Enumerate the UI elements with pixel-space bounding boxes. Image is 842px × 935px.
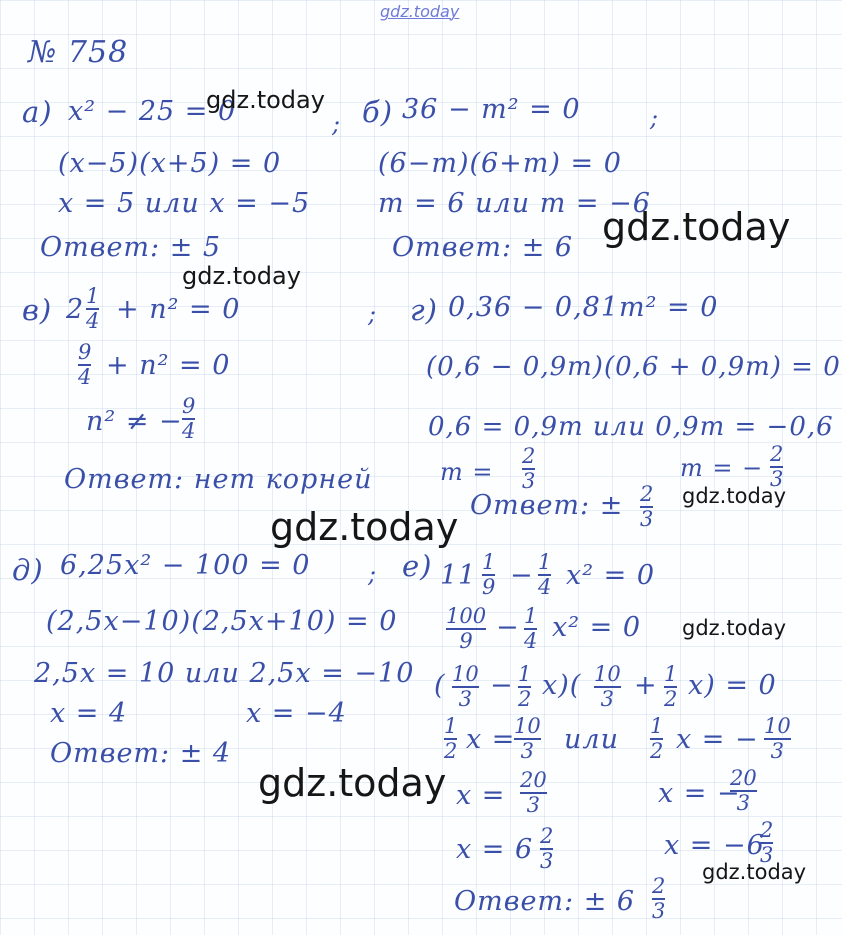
numerator: 9	[182, 394, 196, 418]
denominator: 4	[86, 309, 100, 333]
part-g-line2: 0,6 = 0,9m или 0,9m = −0,6	[428, 412, 834, 442]
denominator: 2	[444, 739, 458, 763]
part-e-line3-fraction3	[650, 716, 663, 762]
numerator: 2	[540, 824, 554, 848]
denominator: 3	[522, 469, 536, 493]
part-e-answer: Ответ: ± 6	[454, 886, 636, 917]
denominator: 3	[652, 899, 666, 923]
part-e-line2-fraction3	[594, 664, 621, 710]
part-v-label: в)	[22, 293, 53, 327]
watermark-4: gdz.today	[682, 484, 787, 508]
denominator: 3	[770, 739, 785, 763]
numerator: 1	[86, 284, 100, 308]
numerator: 1	[518, 662, 532, 686]
numerator: 1	[482, 550, 496, 574]
part-a-line2: x = 5 или x = −5	[58, 188, 311, 219]
part-v-line2: n² ≠ −	[86, 406, 183, 437]
numerator: 2	[652, 874, 666, 898]
denominator: 3	[770, 467, 784, 491]
numerator: 10	[514, 714, 541, 738]
part-e-line2-fraction2	[518, 664, 531, 710]
part-v-line1-rest: + n² = 0	[106, 350, 231, 381]
part-e-line1-rest: x² = 0	[552, 612, 642, 643]
watermark-top: gdz.today	[380, 2, 460, 21]
part-g-equation: 0,36 − 0,81m² = 0	[448, 292, 719, 323]
part-v-eq-rest: + n² = 0	[116, 294, 241, 325]
denominator: 4	[524, 629, 538, 653]
numerator: 1	[538, 550, 552, 574]
part-a-equation: x² − 25 = 0	[68, 96, 237, 127]
part-a-label: а)	[22, 95, 53, 129]
part-d-root1: x = 4	[50, 698, 128, 729]
part-e-eq-fraction2	[538, 552, 551, 598]
part-g-label: г)	[410, 293, 438, 327]
denominator: 2	[650, 739, 664, 763]
part-e-line3-fraction1	[444, 716, 457, 762]
part-b-equation: 36 − m² = 0	[402, 94, 581, 125]
watermark-7: gdz.today	[258, 761, 447, 805]
denominator: 2	[518, 687, 532, 711]
numerator: 20	[520, 768, 547, 792]
part-e-line2-open: (	[434, 670, 446, 701]
separator-vg: ;	[368, 300, 377, 328]
part-g-root2: m = −	[680, 454, 764, 482]
part-e-line2-minus: −	[490, 670, 514, 701]
part-g-root1: m =	[440, 458, 494, 486]
part-d-line1: (2,5x−10)(2,5x+10) = 0	[46, 606, 398, 637]
part-e-eq-minus: −	[510, 560, 534, 591]
denominator: 2	[664, 687, 678, 711]
part-e-line1-fraction2	[524, 606, 537, 652]
numerator: 2	[640, 482, 654, 506]
numerator: 10	[764, 714, 791, 738]
watermark-6: gdz.today	[682, 616, 787, 640]
part-e-line5-left2: x = −6	[664, 830, 765, 861]
watermark-3: gdz.today	[182, 262, 301, 290]
watermark-5: gdz.today	[270, 505, 459, 549]
numerator: 2	[770, 442, 784, 466]
denominator: 3	[540, 849, 554, 873]
watermark-8: gdz.today	[702, 860, 807, 884]
denominator: 3	[736, 791, 751, 815]
numerator: 2	[760, 818, 774, 842]
part-d-line2: 2,5x = 10 или 2,5x = −10	[34, 658, 415, 689]
part-v-eq-fraction	[86, 286, 99, 332]
denominator: 4	[78, 365, 92, 389]
part-e-line3-eq2: x = −	[676, 724, 759, 755]
part-v-whole: 2	[66, 294, 85, 325]
part-e-line4-fraction2	[730, 768, 757, 814]
part-e-line5-left1: x = 6	[456, 834, 534, 865]
denominator: 3	[640, 507, 654, 531]
part-v-line1-fraction	[78, 342, 91, 388]
part-e-line2-fraction1	[452, 664, 479, 710]
part-v-line2-fraction	[182, 396, 195, 442]
part-e-answer-fraction	[652, 876, 665, 922]
denominator: 4	[538, 575, 552, 599]
part-e-line5-fraction1	[540, 826, 553, 872]
numerator: 1	[650, 714, 664, 738]
denominator: 4	[182, 419, 196, 443]
denominator: 3	[458, 687, 473, 711]
denominator: 3	[760, 843, 774, 867]
denominator: 9	[482, 575, 496, 599]
part-d-label: д)	[12, 553, 44, 587]
numerator: 100	[446, 604, 487, 628]
part-e-eq-rest: x² = 0	[566, 560, 656, 591]
part-e-line1-fraction1	[446, 606, 486, 652]
part-e-line1-minus: −	[496, 612, 520, 643]
separator-b-end: ;	[650, 104, 659, 132]
part-e-line3-fraction2	[514, 716, 541, 762]
denominator: 9	[459, 629, 473, 653]
part-e-whole: 11	[440, 560, 477, 591]
part-g-line1: (0,6 − 0,9m)(0,6 + 0,9m) = 0	[426, 352, 841, 382]
part-g-answer: Ответ: ±	[470, 490, 624, 521]
numerator: 1	[524, 604, 538, 628]
part-v-answer: Ответ: нет корней	[64, 464, 373, 495]
part-e-label: е)	[402, 549, 433, 583]
part-b-label: б)	[362, 95, 394, 129]
part-g-answer-fraction	[640, 484, 653, 530]
part-e-line2-end: x) = 0	[688, 670, 777, 701]
part-e-line4-left1: x =	[456, 780, 506, 811]
denominator: 3	[520, 739, 535, 763]
denominator: 3	[600, 687, 615, 711]
part-e-line3-eq1: x =	[466, 724, 516, 755]
part-a-line1: (x−5)(x+5) = 0	[58, 148, 282, 179]
part-e-line3-fraction4	[764, 716, 791, 762]
part-d-root2: x = −4	[246, 698, 347, 729]
numerator: 20	[730, 766, 757, 790]
part-d-answer: Ответ: ± 4	[50, 738, 232, 769]
separator-de: ;	[368, 560, 377, 588]
part-e-line2-plus: +	[634, 670, 658, 701]
part-e-line3-or: или	[564, 724, 619, 755]
part-e-line4-left2: x = −	[658, 778, 741, 809]
watermark-1: gdz.today	[206, 86, 325, 114]
part-b-answer: Ответ: ± 6	[392, 232, 574, 263]
denominator: 3	[526, 793, 541, 817]
separator-ab: ;	[332, 110, 341, 138]
numerator: 2	[522, 444, 536, 468]
part-d-equation: 6,25x² − 100 = 0	[60, 550, 311, 581]
part-e-line2-fraction4	[664, 664, 677, 710]
part-b-line2: m = 6 или m = −6	[378, 188, 651, 219]
numerator: 9	[78, 340, 92, 364]
watermark-2: gdz.today	[602, 205, 791, 249]
part-b-line1: (6−m)(6+m) = 0	[378, 148, 622, 179]
problem-number: № 758	[28, 35, 129, 70]
part-e-eq-fraction1	[482, 552, 495, 598]
numerator: 10	[594, 662, 621, 686]
part-g-root1-fraction	[522, 446, 535, 492]
numerator: 10	[452, 662, 479, 686]
part-e-line2-mid: x)(	[542, 670, 582, 701]
part-e-line4-fraction1	[520, 770, 547, 816]
numerator: 1	[444, 714, 458, 738]
part-a-answer: Ответ: ± 5	[40, 232, 222, 263]
numerator: 1	[664, 662, 678, 686]
